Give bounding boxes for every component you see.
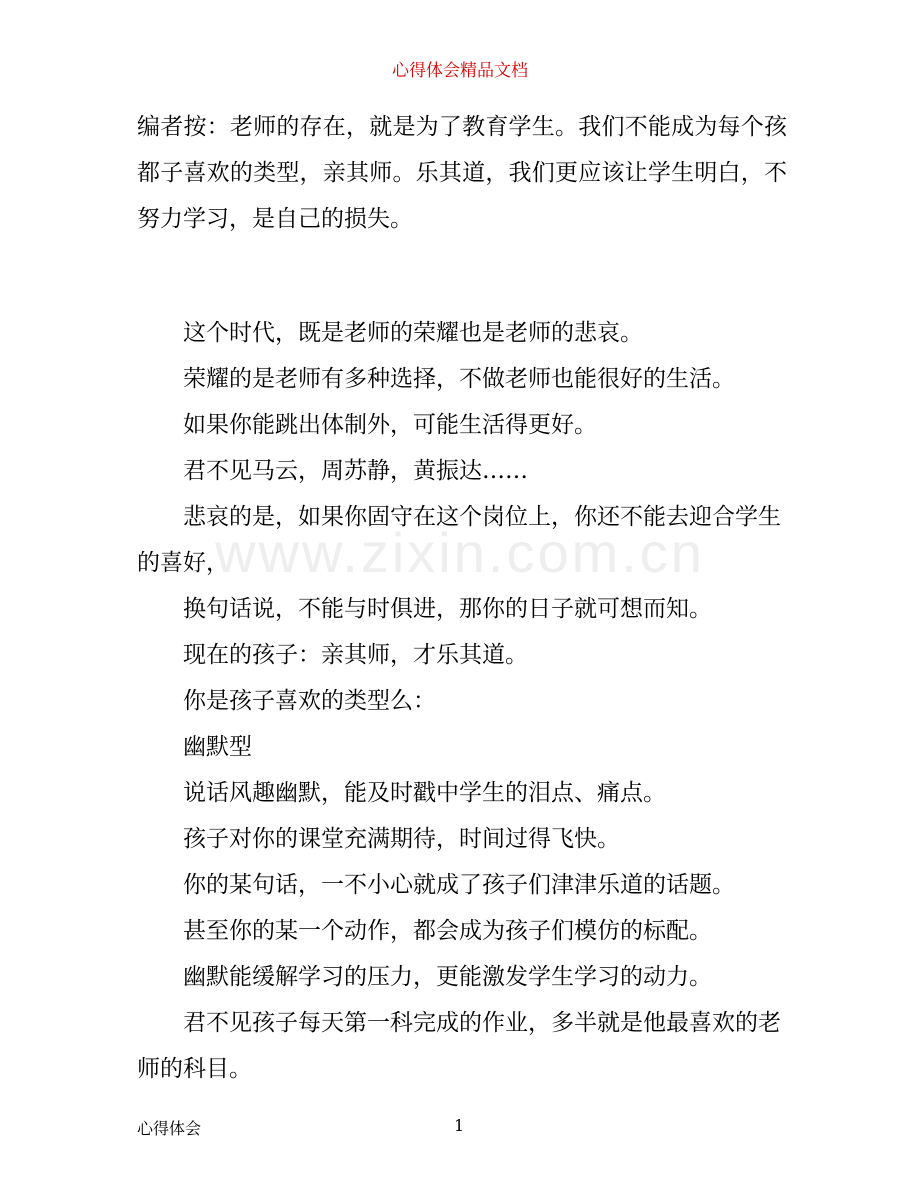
paragraph: 君不见马云，周苏静，黄振达…… [183,458,528,484]
paragraph: 这个时代，既是老师的荣耀也是老师的悲哀。 [183,320,643,346]
document-header-title: 心得体会精品文档 [392,61,528,81]
section-heading-humor: 幽默型 [183,734,252,760]
paragraph: 幽默能缓解学习的压力，更能激发学生学习的动力。 [183,964,712,990]
paragraph: 悲哀的是，如果你固守在这个岗位上，你还不能去迎合学生的喜好， [137,504,781,576]
paragraph: 如果你能跳出体制外，可能生活得更好。 [183,412,597,438]
footer-label: 心得体会 [137,1119,202,1138]
paragraph: 君不见孩子每天第一科完成的作业，多半就是他最喜欢的老师的科目。 [137,1010,781,1082]
paragraph: 荣耀的是老师有多种选择，不做老师也能很好的生活。 [183,366,735,392]
paragraph: 你的某句话，一不小心就成了孩子们津津乐道的话题。 [183,872,735,898]
paragraph: 你是孩子喜欢的类型么： [183,688,436,714]
paragraph: 孩子对你的课堂充满期待，时间过得飞快。 [183,826,620,852]
document-body [137,104,787,1092]
paragraph: 甚至你的某一个动作，都会成为孩子们模仿的标配。 [183,918,712,944]
paragraph: 说话风趣幽默，能及时戳中学生的泪点、痛点。 [183,780,666,806]
paragraph: 换句话说，不能与时俱进，那你的日子就可想而知。 [183,596,712,622]
page-number: 1 [454,1116,465,1135]
watermark: www.zixin.com.cn [215,521,705,584]
editor-note: 编者按：老师的存在，就是为了教育学生。我们不能成为每个孩都子喜欢的类型，亲其师。乐其道，我们更应该让学生明白，不努力学习，是自己的损失。 [137,114,787,232]
paragraph: 现在的孩子：亲其师，才乐其道。 [183,642,528,668]
paragraph-spacer [137,242,787,310]
